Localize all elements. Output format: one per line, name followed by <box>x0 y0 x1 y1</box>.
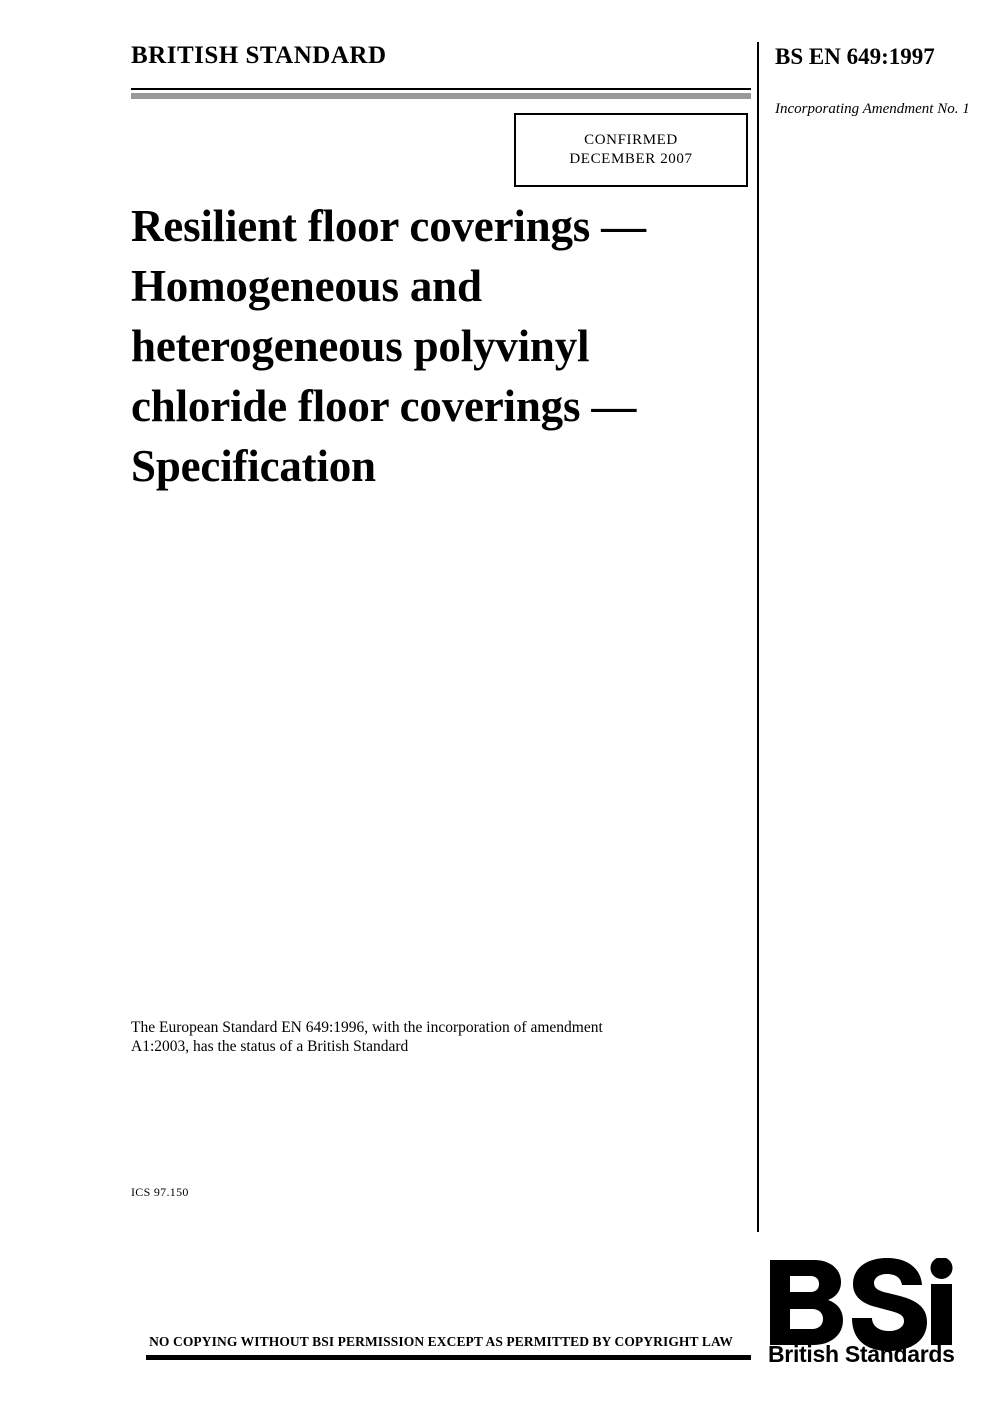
confirmed-stamp-line2: DECEMBER 2007 <box>569 151 693 167</box>
ics-code: ICS 97.150 <box>131 1185 189 1199</box>
confirmed-stamp <box>514 113 748 187</box>
british-standard-label: BRITISH STANDARD <box>131 42 387 69</box>
document-amendment-note: Incorporating Amendment No. 1 <box>775 101 970 117</box>
document-number: BS EN 649:1997 <box>775 44 935 69</box>
header-rule-thin <box>131 88 751 90</box>
copyright-notice: NO COPYING WITHOUT BSI PERMISSION EXCEPT AS PERMITTED BY COPYRIGHT LAW <box>149 1334 733 1349</box>
confirmed-stamp-line1: CONFIRMED <box>584 132 678 148</box>
vertical-divider <box>757 42 759 1232</box>
status-note: The European Standard EN 649:1996, with the incorporation of amendment A1:2003, has the status of a British Standard <box>131 1019 603 1055</box>
page-title: Resilient floor coverings — Homogeneous and heterogeneous polyvinyl chloride floor coverings — Specification <box>131 201 646 491</box>
bsi-logo-subtitle: British Standards <box>768 1341 955 1367</box>
header-rule-thick <box>131 93 751 99</box>
footer-rule <box>146 1355 751 1360</box>
